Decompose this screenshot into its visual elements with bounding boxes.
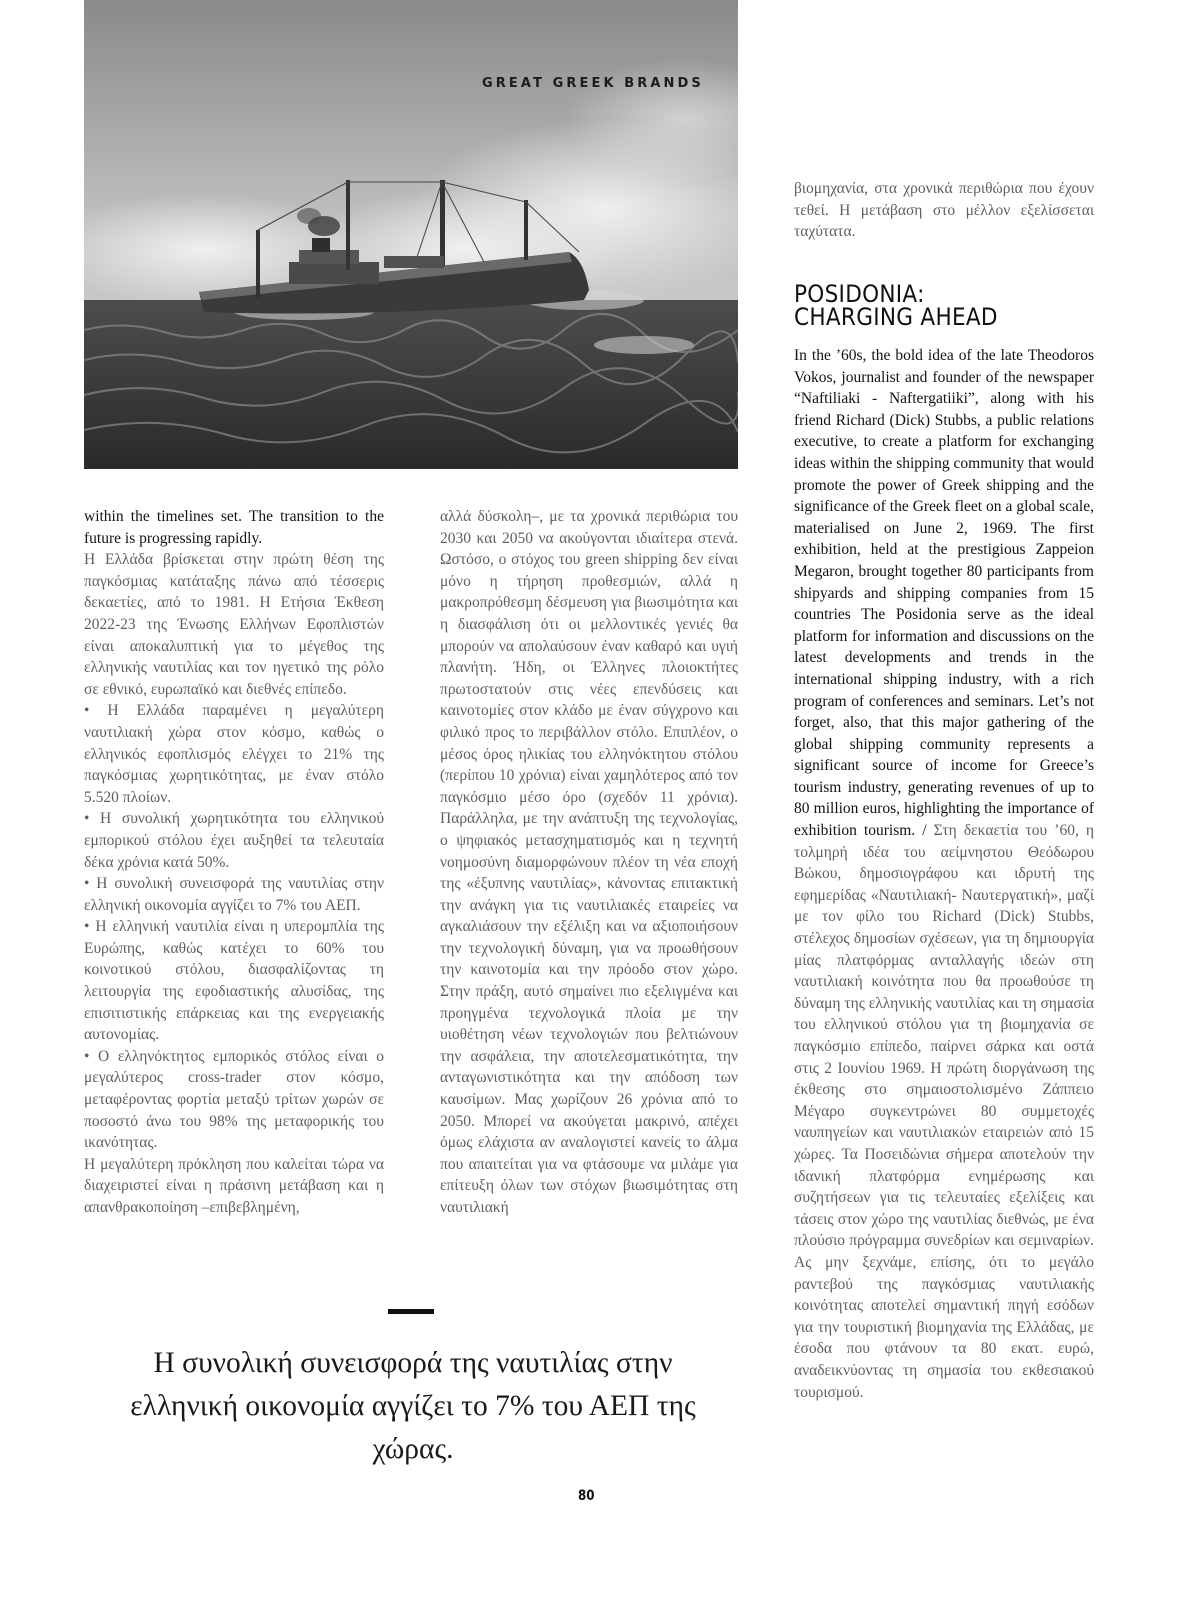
column-3-paragraph: [794, 345, 1094, 1403]
paragraph: • Η συνολική χωρητικότητα του ελληνικού εμπορικού στόλου έχει αυξηθεί τα τελευταία δέκα χρόνια κατά 50%.: [84, 810, 384, 871]
ship-photo: [84, 0, 738, 469]
paragraph: • Ο ελληνόκτητος εμπορικός στόλος είναι ο μεγαλύτερος cross-trader στον κόσμο, μεταφέροντας φορτία μεταξύ τρίτων χωρών σε ποσοστό άνω του 98% της μεταφορικής του ικανότητας.: [84, 1047, 384, 1152]
column-3-continuation: βιομηχανία, στα χρονικά περιθώρια που έχουν τεθεί. Η μετάβαση στο μέλλον εξελίσσεται ταχύτατα.: [794, 180, 1094, 241]
paragraph: • Η ελληνική ναυτιλία είναι η υπερομπλία της Ευρώπης, καθώς κατέχει το 60% του κοινοτικού στόλου, διασφαλίζοντας τη λειτουργία της εφοδιαστικής αλυσίδας, της επισιτιστικής επάρκειας και της ενεργειακής αυτονομίας.: [84, 918, 384, 1044]
paragraph: αλλά δύσκολη–, με τα χρονικά περιθώρια του 2030 και 2050 να ακούγονται ιδιαίτερα στενά. Ωστόσο, ο στόχος του green shipping δεν είναι μόνο η τήρηση προθεσμιών, αλλά η μακροπρόθεσμη δέσμευση για βιωσιμότητα και η διασφάλιση ότι οι μελλοντικές γενιές θα μπορούν να απολαύσουν έναν καθαρό και υγιή πλανήτη. Ήδη, οι Έλληνες πλοιοκτήτες πρωτοστατούν στις νέες επενδύσεις και καινοτομίες στον κλάδο με έναν σύγχρονο και φιλικό προς το περιβάλλον στόλο. Επιπλέον, ο μέσος όρος ηλικίας του ελληνόκτητου στόλου (περίπου 10 χρόνια) είναι χαμηλότερος από τον παγκόσμιο μέσο όρο (σχεδόν 11 χρόνια). Παράλληλα, με την ανάπτυξη της τεχνολογίας, ο ψηφιακός μετασχηματισμός και η τεχνητή νοημοσύνη διαμορφώνουν πλέον τη νέα εποχή της «έξυπνης ναυτιλίας», κάνοντας επιτακτική την ανάγκη για τις ναυτιλιακές εταιρείες να αγκαλιάσουν την εξέλιξη και να αξιοποιήσουν την τεχνολογική δύναμη, για να προωθήσουν την καινοτομία και την πρόοδο στον χώρο. Στην πράξη, αυτό σημαίνει πιο εξελιγμένα και προηγμένα τεχνολογικά πλοία με την υιοθέτηση νέων τεχνολογιών που βελτιώνουν την ασφάλεια, την αποτελεσματικότητα, την ανταγωνιστικότητα και την απόδοση των καυσίμων. Μας χωρίζουν 26 χρόνια από το 2050. Μπορεί να ακούγεται μακρινό, απέχει όμως ελάχιστα αν αναλογιστεί κανείς το άλμα που απαιτείται για να φτάσουμε να μιλάμε για επίτευξη όλων των στόχων βιωσιμότητας στη ναυτιλιακή: [440, 508, 738, 1216]
greek-text: Στη δεκαετία του ’60, η τολμηρή ιδέα του αείμνηστου Θεόδωρου Βώκου, δημοσιογράφου και ιδρυτή της εφημερίδας «Ναυτιλιακή- Ναυτεργατική», μαζί με τον φίλο του Richard (Dick) Stubbs, στέλεχος δημοσίων σχέσεων, για τη δημιουργία μίας πλατφόρμας ανταλλαγής ιδεών στη ναυτιλιακή κοινότητα που θα προωθούσε τη δύναμη της ελληνικής ναυτιλίας και τη σημασία του ελληνικού στόλου για τη βιομηχανία σε παγκόσμιο επίπεδο, παίρνει σάρκα και οστά στις 2 Ιουνίου 1969. Η πρώτη διοργάνωση της έκθεσης στο σημαιοστολισμένο Ζάππειο Μέγαρο συγκεντρώνει 80 συμμετοχές ναυπηγείων και ναυτιλιακών εταιρειών από 15 χώρες. Τα Ποσειδώνια σήμερα αποτελούν την ιδανική πλατφόρμα ενημέρωσης και συζητήσεων για τις τελευταίες εξελίξεις και τάσεις στον χώρο της ναυτιλίας διεθνώς, με ένα πλούσιο πρόγραμμα συνεδρίων και σεμιναρίων. Ας μην ξεχνάμε, επίσης, ότι το μεγάλο ραντεβού της παγκόσμιας ναυτιλιακής κοινότητας αποτελεί σημαντική πηγή εσόδων για την τουριστική βιομηχανία της Ελλάδας, με έσοδα που φτάνουν τα 80 εκατ. ευρώ, αναδεικνύοντας τη σημασία του εκθεσιακού τουρισμού.: [794, 822, 1095, 1401]
paragraph: Η Ελλάδα βρίσκεται στην πρώτη θέση της παγκόσμιας κατάταξης πάνω από τέσσερις δεκαετίες, από το 1981. Η Ετήσια Έκθεση 2022-23 της Ένωσης Ελλήνων Εφοπλιστών είναι αποκαλυπτική για το μέγεθος της ελληνικής ναυτιλίας και τον ηγετικό της ρόλο σε εθνικό, ευρωπαϊκό και διεθνές επίπεδο.: [84, 551, 384, 698]
heading-line-1: POSIDONIA:: [794, 280, 925, 308]
pull-quote: Η συνολική συνεισφορά της ναυτιλίας στην ελληνική οικονομία αγγίζει το 7% του ΑΕΠ της χώρας.: [130, 1347, 696, 1465]
article-column-2: [440, 506, 738, 1219]
ship-at-sea-image: [84, 0, 738, 469]
paragraph: within the timelines set. The transition to the future is progressing rapidly.: [84, 508, 384, 547]
paragraph: • Η Ελλάδα παραμένει η μεγαλύτερη ναυτιλιακή χώρα στον κόσμο, καθώς ο ελληνικός εφοπλισμός ελέγχει το 21% της παγκόσμιας χωρητικότητας, με έναν στόλο 5.520 πλοίων.: [84, 702, 384, 806]
article-column-3: [794, 345, 1094, 1403]
paragraph: Η μεγαλύτερη πρόκληση που καλείται τώρα να διαχειριστεί είναι η πράσινη μετάβαση και η απανθρακοποίηση –επιβεβλημένη,: [84, 1155, 384, 1216]
heading-line-2: CHARGING AHEAD: [794, 303, 998, 331]
article-column-1: [84, 506, 384, 1219]
section-heading: [794, 280, 1082, 331]
article-column-3-top: [794, 178, 1094, 243]
english-text: In the ’60s, the bold idea of the late Theodoros Vokos, journalist and founder of the newspaper “Naftiliaki - Naftergatiiki”, along with his friend Richard (Dick) Stubbs, a public relations executive, to create a platform for exchanging ideas within the shipping community that would promote the power of Greek shipping and the significance of the Greek fleet on a global scale, materialised on June 2, 1969. The first exhibition, held at the prestigious Zappeion Megaron, brought together 80 participants from shipyards and shipping companies from 15 countries The Posidonia serve as the ideal platform for information and discussions on the latest developments and trends in the international shipping industry, with a rich program of conferences and seminars. Let’s not forget, also, that this major gathering of the global shipping community represents a significant source of income for Greece’s tourism industry, generating revenues of up to 80 million euros, highlighting the importance of exhibition tourism. /: [794, 347, 1094, 840]
section-label: GREAT GREEK BRANDS: [482, 76, 704, 91]
paragraph: • Η συνολική συνεισφορά της ναυτιλίας στην ελληνική οικονομία αγγίζει το 7% του ΑΕΠ.: [84, 875, 384, 914]
pull-quote-dash: [388, 1309, 434, 1314]
page-number: 80: [578, 1488, 595, 1504]
